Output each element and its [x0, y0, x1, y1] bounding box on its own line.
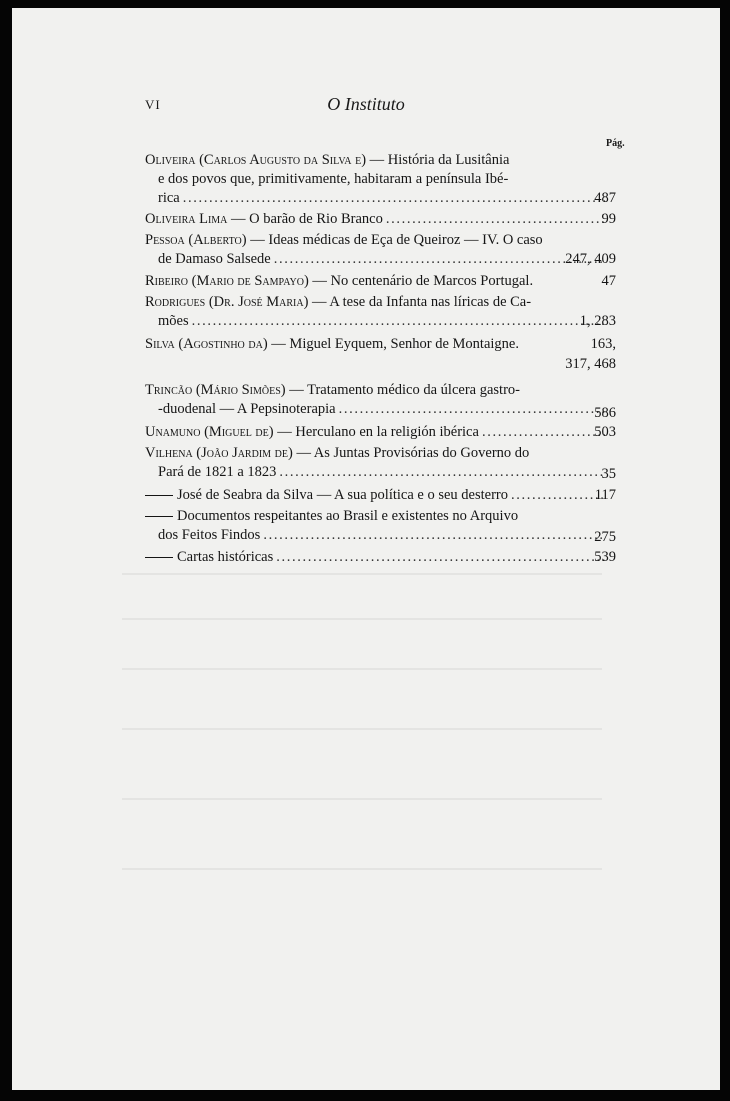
entry-author: Silva (Agostinho da)	[145, 336, 268, 352]
index-entry	[145, 507, 616, 545]
ditto-dash	[145, 495, 173, 496]
entry-title-cont: Pará de 1821 a 1823	[158, 464, 277, 480]
entry-title-cont: de Damaso Salsede	[158, 251, 271, 267]
entry-title: — Herculano en la religión ibérica	[277, 424, 479, 440]
index-entry	[145, 335, 616, 372]
index-entry	[145, 151, 616, 208]
entry-title-cont: dos Feitos Findos	[158, 527, 261, 543]
entry-title: Cartas históricas	[177, 549, 274, 565]
entry-author: Pessoa (Alberto)	[145, 232, 247, 248]
show-through	[122, 573, 602, 575]
entry-author: Ribeiro (Mario de Sampayo)	[145, 273, 309, 289]
entry-page: 539	[594, 549, 616, 565]
entry-title-cont: rica	[158, 190, 180, 206]
entry-author: Oliveira (Carlos Augusto da Silva e)	[145, 152, 367, 168]
entry-page: 47	[601, 273, 616, 289]
show-through	[122, 728, 602, 730]
show-through	[122, 618, 602, 620]
page-column-label: Pág.	[606, 138, 625, 149]
entry-page: 1, 283	[579, 313, 616, 329]
entry-title: — No centenário de Marcos Portugal.	[312, 273, 534, 289]
entry-author: Rodrigues (Dr. José Maria)	[145, 294, 309, 310]
entry-author: Trincão (Mário Simões)	[145, 382, 286, 398]
entry-title: — Miguel Eyquem, Senhor de Montaigne.	[271, 336, 519, 352]
show-through	[122, 868, 602, 870]
entry-author: Vilhena (João Jardim de)	[145, 445, 293, 461]
entry-title: — A tese da Infanta nas líricas de Ca-	[312, 294, 532, 310]
show-through	[122, 668, 602, 670]
page	[12, 8, 720, 1090]
index-entry	[145, 486, 616, 505]
index-entry	[145, 210, 616, 229]
show-through	[122, 798, 602, 800]
entry-page-cont: 317, 468	[565, 356, 616, 372]
entry-title: — As Juntas Provisórias do Governo do	[296, 445, 530, 461]
entry-page: 163,	[590, 336, 616, 352]
entry-page: 99	[601, 211, 616, 227]
entry-title: — Tratamento médico da úlcera gastro-	[289, 382, 520, 398]
entry-page: 503	[594, 424, 616, 440]
entry-page: 35	[601, 466, 616, 482]
entry-title: Documentos respeitantes ao Brasil e existentes no Arquivo	[177, 508, 519, 524]
index-entry	[145, 293, 616, 331]
entry-page: 117	[594, 487, 616, 503]
page-number: VI	[145, 97, 161, 112]
entry-author: Oliveira Lima	[145, 211, 228, 227]
index-entry	[145, 381, 616, 421]
entry-title-cont: e dos povos que, primitivamente, habitaram a península Ibé-	[158, 171, 509, 187]
entry-page: 275	[594, 529, 616, 545]
entry-title: — Ideas médicas de Eça de Queiroz — IV. O caso	[250, 232, 543, 248]
index-entry	[145, 444, 616, 482]
ditto-dash	[145, 516, 173, 517]
entry-page: 247, 409	[565, 251, 616, 267]
entry-page: 487	[594, 190, 616, 206]
index-entry	[145, 231, 616, 269]
entry-title: José de Seabra da Silva — A sua política e o seu desterro	[177, 487, 509, 503]
entry-title-cont: -duodenal — A Pepsinoterapia	[158, 401, 336, 417]
ditto-dash	[145, 557, 173, 558]
entry-title: — História da Lusitânia	[369, 152, 510, 168]
index-entry	[145, 272, 616, 291]
running-title: O Instituto	[327, 94, 405, 114]
index-entry	[145, 423, 616, 442]
entry-title-cont: mões	[158, 313, 189, 329]
entry-title: — O barão de Rio Branco	[231, 211, 383, 227]
index-entry	[145, 548, 616, 567]
entry-page: 586	[594, 405, 616, 421]
entry-author: Unamuno (Miguel de)	[145, 424, 274, 440]
